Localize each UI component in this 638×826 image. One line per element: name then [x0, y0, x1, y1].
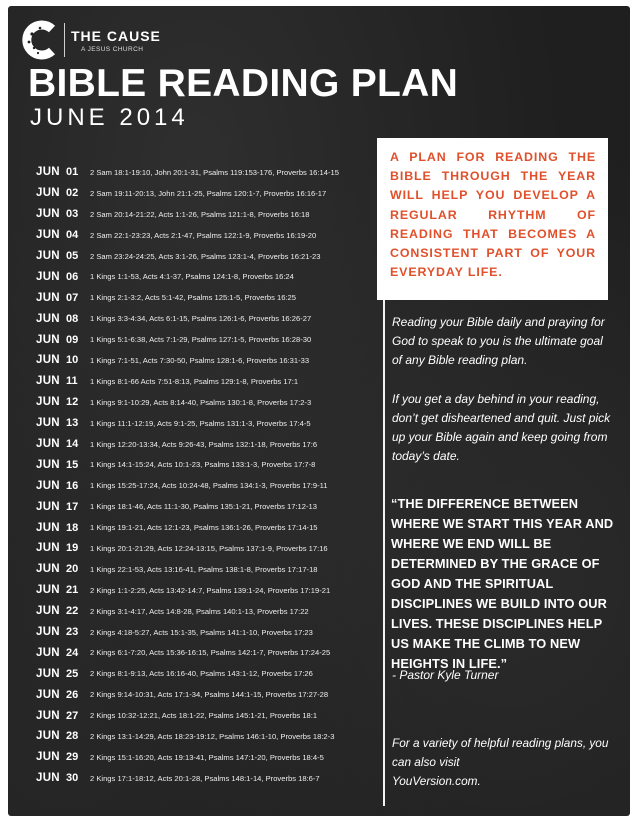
schedule-row	[36, 454, 378, 475]
reading-schedule	[36, 162, 378, 789]
schedule-row	[36, 287, 378, 308]
day-number: 19	[66, 542, 79, 555]
month-label: JUN	[36, 312, 60, 325]
reading-passages: 2 Kings 10:32-12:21, Acts 18:1-22, Psalms 145:1-21, Proverbs 18:1	[90, 711, 318, 721]
reading-passages: 2 Sam 23:24-24:25, Acts 3:1-26, Psalms 123:1-4, Proverbs 16:21-23	[90, 251, 321, 261]
day-number: 23	[66, 626, 79, 639]
day-number: 28	[66, 730, 79, 743]
schedule-row	[36, 266, 378, 287]
reading-passages: 2 Kings 13:1-14:29, Acts 18:23-19:12, Psalms 146:1-10, Proverbs 18:2-3	[90, 731, 335, 741]
month-label: JUN	[36, 688, 60, 701]
day-number: 26	[66, 688, 79, 701]
schedule-row	[36, 225, 378, 246]
reading-passages: 1 Kings 15:25-17:24, Acts 10:24-48, Psalms 134:1-3, Proverbs 17:9-11	[90, 481, 328, 491]
reading-passages: 1 Kings 20:1-21:29, Acts 12:24-13:15, Psalms 137:1-9, Proverbs 17:16	[90, 543, 328, 553]
month-label: JUN	[36, 458, 60, 471]
day-number: 07	[66, 291, 79, 304]
quote-author: - Pastor Kyle Turner	[392, 668, 499, 682]
brand-tagline: A JESUS CHURCH	[81, 45, 144, 53]
schedule-row	[36, 538, 378, 559]
day-number: 08	[66, 312, 79, 325]
schedule-row	[36, 496, 378, 517]
day-number: 15	[66, 458, 79, 471]
day-number: 06	[66, 270, 79, 283]
day-number: 22	[66, 605, 79, 618]
reading-passages: 2 Sam 22:1-23:23, Acts 2:1-47, Psalms 122:1-9, Proverbs 16:19-20	[90, 230, 317, 240]
month-label: JUN	[36, 333, 60, 346]
schedule-row	[36, 350, 378, 371]
schedule-row	[36, 601, 378, 622]
schedule-row	[36, 642, 378, 663]
month-label: JUN	[36, 605, 60, 618]
day-number: 03	[66, 208, 79, 221]
month-label: JUN	[36, 542, 60, 555]
month-label: JUN	[36, 291, 60, 304]
month-label: JUN	[36, 584, 60, 597]
reading-passages: 1 Kings 9:1-10:29, Acts 8:14-40, Psalms 130:1-8, Proverbs 17:2-3	[90, 397, 312, 407]
month-label: JUN	[36, 187, 60, 200]
callout-box	[377, 138, 608, 300]
month-label: JUN	[36, 250, 60, 262]
day-number: 12	[66, 396, 79, 409]
month-label: JUN	[36, 438, 60, 451]
brand-text	[71, 28, 161, 53]
day-number: 30	[66, 772, 79, 785]
month-label: JUN	[36, 208, 60, 221]
day-number: 27	[66, 709, 79, 722]
day-number: 05	[66, 250, 79, 262]
schedule-row	[36, 517, 378, 538]
month-label: JUN	[36, 772, 60, 785]
reading-passages: 2 Sam 20:14-21:22, Acts 1:1-26, Psalms 121:1-8, Proverbs 16:18	[90, 209, 310, 219]
day-number: 10	[66, 354, 79, 367]
day-number: 14	[66, 438, 79, 451]
day-number: 11	[66, 375, 78, 388]
schedule-row	[36, 726, 378, 747]
reading-passages: 1 Kings 1:1-53, Acts 4:1-37, Psalms 124:1-8, Proverbs 16:24	[90, 272, 294, 282]
reading-passages: 1 Kings 14:1-15:24, Acts 10:1-23, Psalms 133:1-3, Proverbs 17:7-8	[90, 460, 316, 470]
month-label: JUN	[36, 375, 60, 388]
month-label: JUN	[36, 500, 60, 513]
month-label: JUN	[36, 354, 60, 367]
schedule-row	[36, 559, 378, 580]
schedule-row	[36, 580, 378, 601]
schedule-row	[36, 705, 378, 726]
month-label: JUN	[36, 563, 60, 576]
month-label: JUN	[36, 396, 60, 409]
reading-passages: 2 Sam 19:11-20:13, John 21:1-25, Psalms 120:1-7, Proverbs 16:16-17	[90, 188, 327, 198]
day-number: 02	[66, 187, 79, 200]
reading-passages: 2 Kings 3:1-4:17, Acts 14:8-28, Psalms 140:1-13, Proverbs 17:22	[90, 606, 309, 616]
reading-passages: 2 Kings 8:1-9:13, Acts 16:16-40, Psalms 143:1-12, Proverbs 17:26	[90, 669, 313, 679]
callout-text: A PLAN FOR READING THE BIBLE THROUGH THE YEAR WILL HELP YOU DEVELOP A REGULAR RHYTHM OF READING THAT BECOMES A CONSISTENT PART OF YOUR EVERYDAY LIFE.	[390, 150, 596, 280]
youversion-link[interactable]: YouVersion.com.	[392, 774, 481, 788]
day-number: 09	[66, 333, 79, 346]
schedule-row	[36, 747, 378, 768]
reading-passages: 2 Kings 6:1-7:20, Acts 15:36-16:15, Psalms 142:1-7, Proverbs 17:24-25	[90, 648, 331, 658]
schedule-row	[36, 183, 378, 204]
day-number: 04	[66, 229, 79, 242]
quote-text: “THE DIFFERENCE BETWEEN WHERE WE START THIS YEAR AND WHERE WE END WILL BE DETERMINED BY THE GRACE OF GOD AND THE SPIRITUAL DISCIPLINES WE BUILD INTO OUR LIVES. THESE DISCIPLINES HELP US MAKE THE CLIMB TO NEW HEIGHTS IN LIFE.”	[391, 496, 614, 671]
month-label: JUN	[36, 521, 60, 534]
month-label: JUN	[36, 730, 60, 743]
reading-passages: 1 Kings 11:1-12:19, Acts 9:1-25, Psalms 131:1-3, Proverbs 17:4-5	[90, 418, 311, 428]
reading-passages: 1 Kings 18:1-46, Acts 11:1-30, Psalms 135:1-21, Proverbs 17:12-13	[90, 502, 317, 512]
month-label: JUN	[36, 667, 60, 680]
cause-logo-icon	[20, 20, 60, 60]
footer-note	[392, 734, 616, 791]
reading-passages: 1 Kings 19:1-21, Acts 12:1-23, Psalms 136:1-26, Proverbs 17:14-15	[90, 523, 318, 533]
schedule-row	[36, 413, 378, 434]
schedule-row	[36, 622, 378, 643]
reading-passages: 1 Kings 2:1-3:2, Acts 5:1-42, Psalms 125:1-5, Proverbs 16:25	[90, 293, 296, 303]
advice-paragraph: If you get a day behind in your reading, don’t get disheartened and quit. Just pick up your Bible again and keep going from today’s date.	[392, 392, 611, 463]
month-label: JUN	[36, 229, 60, 242]
reading-passages: 2 Kings 15:1-16:20, Acts 19:13-41, Psalms 147:1-20, Proverbs 18:4-5	[90, 752, 324, 762]
footer-text: For a variety of helpful reading plans, you can also visit	[392, 736, 609, 769]
schedule-row	[36, 308, 378, 329]
reading-passages: 2 Kings 17:1-18:12, Acts 20:1-28, Psalms 148:1-14, Proverbs 18:6-7	[90, 773, 320, 783]
reading-passages: 2 Kings 4:18-5:27, Acts 15:1-35, Psalms 141:1-10, Proverbs 17:23	[90, 627, 313, 637]
brand-name: THE CAUSE	[71, 27, 161, 44]
month-label: JUN	[36, 626, 60, 639]
schedule-row	[36, 329, 378, 350]
reading-passages: 2 Kings 1:1-2:25, Acts 13:42-14:7, Psalms 139:1-24, Proverbs 17:19-21	[90, 585, 331, 595]
schedule-row	[36, 162, 378, 183]
schedule-row	[36, 475, 378, 496]
schedule-row	[36, 246, 378, 267]
schedule-row	[36, 663, 378, 684]
day-number: 16	[66, 479, 79, 492]
reading-passages: 1 Kings 12:20-13:34, Acts 9:26-43, Psalms 132:1-18, Proverbs 17:6	[90, 439, 318, 449]
month-label: JUN	[36, 479, 60, 492]
day-number: 25	[66, 667, 79, 680]
day-number: 01	[66, 166, 79, 179]
month-label: JUN	[36, 646, 60, 659]
schedule-row	[36, 392, 378, 413]
day-number: 13	[66, 417, 79, 430]
reading-passages: 1 Kings 7:1-51, Acts 7:30-50, Psalms 128:1-6, Proverbs 16:31-33	[90, 355, 310, 365]
day-number: 21	[66, 584, 79, 597]
schedule-row	[36, 684, 378, 705]
reading-passages: 2 Kings 9:14-10:31, Acts 17:1-34, Psalms 144:1-15, Proverbs 17:27-28	[90, 690, 329, 700]
intro-paragraph: Reading your Bible daily and praying for God to speak to you is the ultimate goal of any Bible reading plan.	[392, 315, 605, 367]
schedule-row	[36, 434, 378, 455]
month-label: JUN	[36, 270, 60, 283]
reading-passages: 1 Kings 5:1-6:38, Acts 7:1-29, Psalms 127:1-5, Proverbs 16:28-30	[90, 335, 312, 345]
month-label: JUN	[36, 751, 60, 764]
page-title: BIBLE READING PLAN	[28, 62, 459, 105]
reading-passages: 1 Kings 8:1-66 Acts 7:51-8:13, Psalms 129:1-8, Proverbs 17:1	[90, 376, 299, 386]
month-label: JUN	[36, 709, 60, 722]
schedule-row	[36, 371, 378, 392]
reading-passages: 2 Sam 18:1-19:10, John 20:1-31, Psalms 119:153-176, Proverbs 16:14-15	[90, 167, 339, 177]
page-subtitle: JUNE 2014	[30, 104, 189, 131]
day-number: 18	[66, 521, 79, 534]
logo-divider	[64, 23, 65, 57]
brand-logo	[20, 20, 161, 60]
month-label: JUN	[36, 166, 60, 179]
reading-passages: 1 Kings 3:3-4:34, Acts 6:1-15, Psalms 126:1-6, Proverbs 16:26-27	[90, 314, 312, 324]
day-number: 24	[66, 646, 79, 659]
day-number: 20	[66, 563, 79, 576]
schedule-row	[36, 204, 378, 225]
day-number: 29	[66, 751, 79, 764]
day-number: 17	[66, 500, 79, 513]
schedule-row	[36, 768, 378, 789]
reading-passages: 1 Kings 22:1-53, Acts 13:16-41, Psalms 138:1-8, Proverbs 17:17-18	[90, 564, 318, 574]
month-label: JUN	[36, 417, 60, 430]
